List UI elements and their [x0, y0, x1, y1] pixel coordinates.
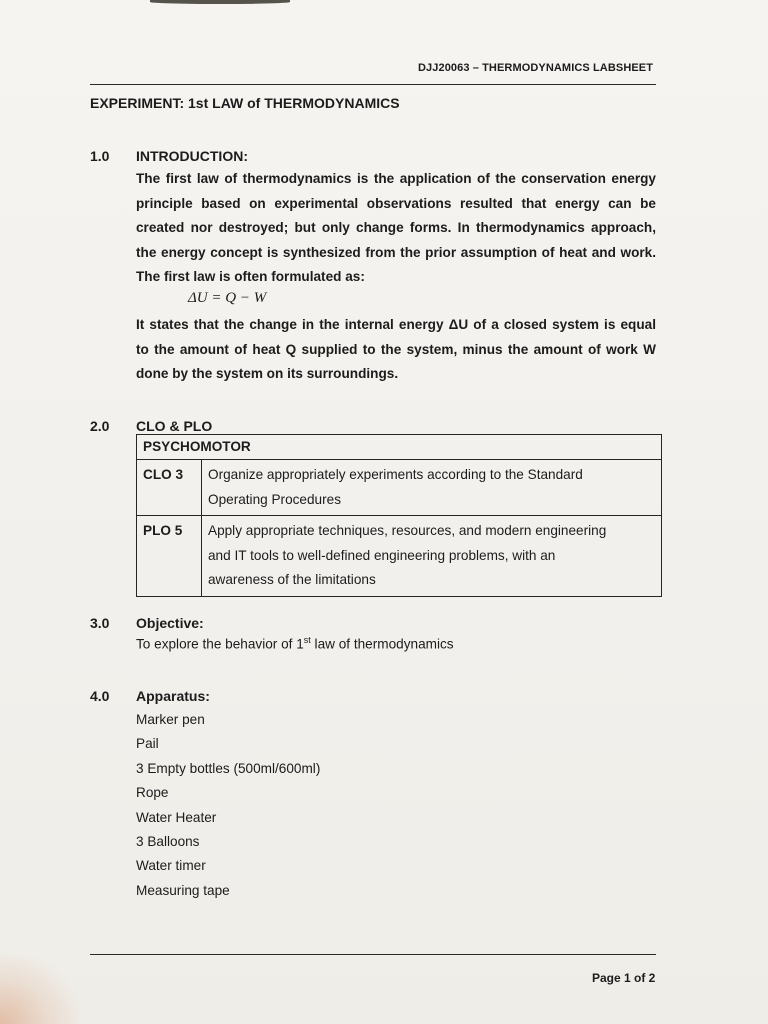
outcome-code: CLO 3 — [137, 460, 202, 516]
paragraph-line: principle based on experimental observations resulted that energy can be — [136, 195, 656, 211]
table-header-psychomotor: PSYCHOMOTOR — [137, 435, 662, 460]
paragraph-line: The first law of thermodynamics is the application of the conservation energy — [136, 171, 656, 186]
table-header-row — [137, 435, 662, 460]
section-heading-objective: Objective: — [136, 615, 204, 631]
section-number: 4.0 — [90, 688, 110, 704]
introduction-paragraph — [136, 167, 656, 290]
paragraph-line: It states that the change in the internal energy ΔU of a closed system is equal — [136, 317, 656, 332]
section-heading-clo-plo: CLO & PLO — [136, 418, 213, 434]
list-item: Measuring tape — [136, 882, 230, 898]
scan-shadow — [150, 0, 290, 4]
list-item: Water Heater — [136, 809, 217, 825]
clo-plo-table — [136, 434, 662, 597]
list-item: 3 Balloons — [136, 834, 200, 850]
objective-text-start: To explore the behavior of 1 — [136, 636, 304, 652]
paragraph-line: done by the system on its surroundings. — [136, 366, 399, 381]
list-item: 3 Empty bottles (500ml/600ml) — [136, 760, 321, 776]
objective-text — [136, 635, 454, 652]
objective-text-end: law of thermodynamics — [310, 636, 454, 652]
page-title: EXPERIMENT: 1st LAW of THERMODYNAMICS — [90, 95, 400, 111]
description-line: Organize appropriately experiments according to the Standard — [208, 467, 583, 482]
list-item: Water timer — [136, 858, 206, 874]
list-item: Marker pen — [136, 712, 205, 727]
list-item: Pail — [136, 736, 159, 752]
outcome-description — [202, 460, 662, 516]
outcome-code: PLO 5 — [137, 516, 202, 597]
table-row — [137, 460, 662, 516]
paragraph-line: the energy concept is synthesized from the prior assumption of heat and work. — [136, 244, 656, 260]
footer-rule — [90, 954, 656, 955]
ordinal-suffix: st — [303, 635, 311, 645]
paper-stain — [0, 954, 80, 1024]
introduction-explanation — [136, 313, 656, 387]
apparatus-list — [136, 708, 320, 903]
section-number: 3.0 — [90, 615, 110, 631]
paragraph-line: The first law is often formulated as: — [136, 269, 365, 284]
section-heading-apparatus: Apparatus: — [136, 688, 210, 704]
page-number: Page 1 of 2 — [592, 971, 656, 985]
description-line: Apply appropriate techniques, resources, and modern engineering — [208, 523, 607, 538]
header-rule — [90, 84, 656, 85]
list-item: Rope — [136, 785, 169, 801]
description-line: Operating Procedures — [208, 491, 341, 507]
document-header: DJJ20063 – THERMODYNAMICS LABSHEET — [418, 62, 654, 74]
description-line: and IT tools to well-defined engineering problems, with an — [208, 547, 556, 563]
outcome-description — [202, 516, 662, 597]
description-line: awareness of the limitations — [208, 572, 376, 587]
paragraph-line: to the amount of heat Q supplied to the system, minus the amount of work W — [136, 341, 656, 357]
paragraph-line: created nor destroyed; but only change forms. In thermodynamics approach, — [136, 220, 656, 235]
section-heading-introduction: INTRODUCTION: — [136, 148, 248, 164]
first-law-equation: ΔU = Q − W — [188, 290, 267, 306]
section-number: 1.0 — [90, 148, 110, 164]
table-row — [137, 516, 662, 597]
section-number: 2.0 — [90, 418, 110, 434]
